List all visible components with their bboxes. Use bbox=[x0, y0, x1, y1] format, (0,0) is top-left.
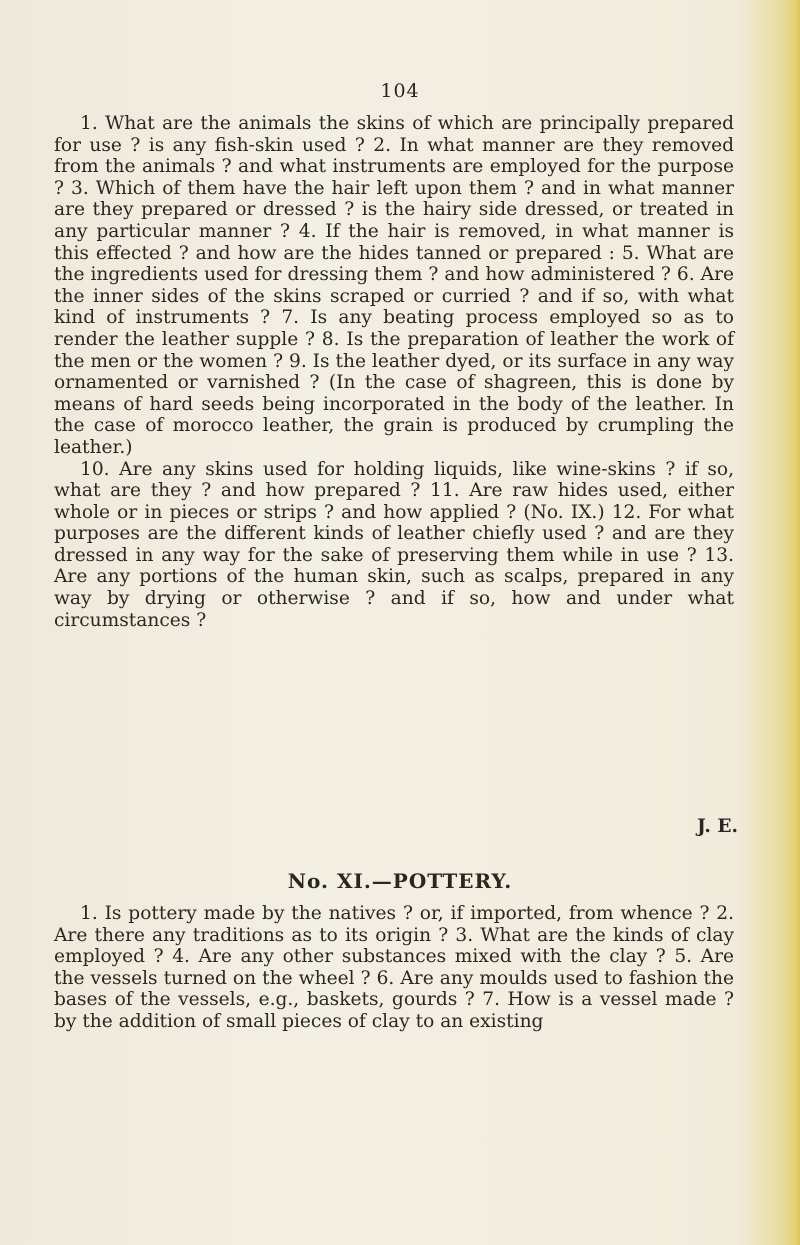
pottery-questions-section bbox=[54, 903, 734, 1033]
paragraph: 1. What are the animals the skins of which are principally prepared for use ? is any fish-skin used ? 2. In what manner are they removed from the animals ? and what instruments are employed for the purpose ? 3. Which of them have the hair left upon them ? and in what manner are they prepared or dressed ? is the hairy side dressed, or treated in any particular manner ? 4. If the hair is removed, in what manner is this effected ? and how are the hides tanned or prepared : 5. What are the ingredients used for dressing them ? and how administered ? 6. Are the inner sides of the skins scraped or curried ? and if so, with what kind of instruments ? 7. Is any beating process employed so as to render the leather supple ? 8. Is the preparation of leather the work of the men or the women ? 9. Is the leather dyed, or its surface in any way ornamented or varnished ? (In the case of shagreen, this is done by means of hard seeds being incorporated in the body of the leather. In the case of morocco leather, the grain is produced by crumpling the leather.) bbox=[54, 113, 734, 458]
author-signature: J. E. bbox=[697, 816, 738, 837]
page-number: 104 bbox=[380, 80, 420, 102]
paragraph: 1. Is pottery made by the natives ? or, if imported, from whence ? 2. Are there any traditions as to its origin ? 3. What are the kinds of clay employed ? 4. Are any other substances mixed with the clay ? 5. Are the vessels turned on the wheel ? 6. Are any moulds used to fashion the bases of the vessels, e.g., baskets, gourds ? 7. How is a vessel made ? by the addition of small pieces of clay to an existing bbox=[54, 903, 734, 1032]
leather-questions-section bbox=[54, 113, 734, 631]
paragraph: 10. Are any skins used for holding liquids, like wine-skins ? if so, what are they ? and how prepared ? 11. Are raw hides used, either whole or in pieces or strips ? and how applied ? (No. IX.) 12. For what purposes are the different kinds of leather chiefly used ? and are they dressed in any way for the sake of preserving them while in use ? 13. Are any portions of the human skin, such as scalps, prepared in any way by drying or otherwise ? and if so, how and under what circumstances ? bbox=[54, 458, 734, 631]
section-heading: No. XI.—POTTERY. bbox=[287, 869, 513, 893]
page-edge-decoration bbox=[786, 0, 800, 1245]
